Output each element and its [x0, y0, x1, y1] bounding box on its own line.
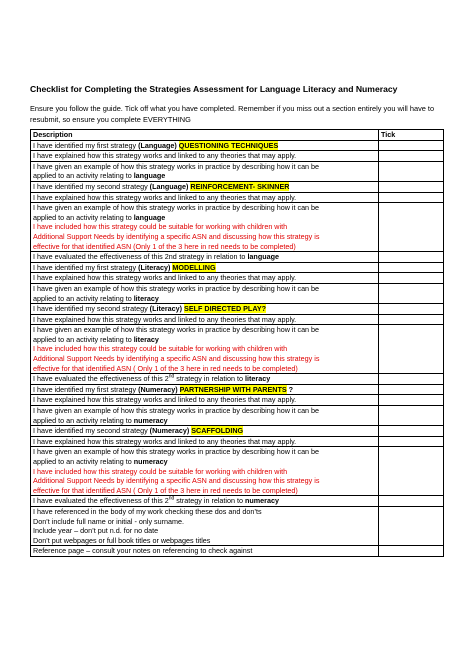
- row-text: I have identified my second strategy: [33, 181, 150, 191]
- row-text: applied to an activity relating to: [33, 334, 134, 344]
- row-text: I have given an example of how this strategy works in practice by describing how it can be: [33, 161, 320, 171]
- subject-label: literacy: [245, 374, 271, 384]
- row-description: [31, 325, 379, 374]
- row-description: I have explained how this strategy works and linked to any theories that may apply.: [31, 192, 379, 203]
- row-description: [31, 447, 379, 496]
- table-row: [31, 546, 444, 557]
- tick-cell[interactable]: [379, 426, 444, 437]
- asn-text: I have included how this strategy could be suitable for working with children with: [33, 466, 288, 476]
- row-description: [31, 426, 379, 437]
- row-text: I have given an example of how this strategy works in practice by describing how it can be: [33, 283, 320, 293]
- tick-header: Tick: [379, 130, 444, 141]
- subject-label: numeracy: [133, 457, 168, 466]
- row-text: I have identified my first strategy: [33, 384, 139, 394]
- row-text: ?: [286, 384, 294, 394]
- category-label: (Numeracy): [149, 426, 190, 436]
- subject-label: literacy: [133, 293, 159, 303]
- table-row: [31, 192, 444, 203]
- document-title: Checklist for Completing the Strategies Assessment for Language Literacy and Numeracy: [30, 84, 398, 94]
- tick-cell[interactable]: [379, 203, 444, 252]
- row-description: [31, 161, 379, 181]
- subject-label: numeracy: [245, 496, 279, 506]
- row-text: applied to an activity relating to: [33, 415, 134, 425]
- row-text: I have evaluated the effectiveness of this 2: [33, 374, 169, 384]
- row-text: Include year – don’t put n.d. for no date: [33, 526, 159, 536]
- row-description: I have explained how this strategy works and linked to any theories that may apply.: [31, 395, 379, 406]
- tick-cell[interactable]: [379, 325, 444, 374]
- category-label: (Literacy): [138, 262, 171, 272]
- table-row: [31, 406, 444, 426]
- asn-text: Additional Support Needs by identifying a specific ASN and discussing how this strategy is: [33, 231, 320, 241]
- strategy-highlight: PARTNERSHIP WITH PARENTS: [179, 384, 287, 394]
- tick-cell[interactable]: [379, 314, 444, 325]
- row-text: Don’t put webpages or full book titles or webpages titles: [33, 535, 211, 545]
- table-row: [31, 325, 444, 374]
- row-description: [31, 506, 379, 545]
- table-row: [31, 304, 444, 315]
- row-text: I have identified my second strategy: [33, 304, 150, 314]
- tick-cell[interactable]: [379, 262, 444, 273]
- row-text: I have given an example of how this strategy works in practice by describing how it can be: [33, 406, 320, 416]
- row-text: applied to an activity relating to: [33, 457, 134, 466]
- header-row: [31, 130, 444, 141]
- strategy-highlight: REINFORCEMENT- SKINNER: [190, 181, 290, 191]
- row-description: [31, 496, 379, 507]
- ordinal-suffix: nd: [168, 495, 175, 502]
- row-text: I have evaluated the effectiveness of this 2nd strategy in relation to: [33, 252, 248, 262]
- row-text: I have identified my first strategy: [33, 262, 139, 272]
- row-description: I have explained how this strategy works and linked to any theories that may apply.: [31, 151, 379, 162]
- table-row: [31, 203, 444, 252]
- table-row: [31, 161, 444, 181]
- row-text: I have given an example of how this strategy works in practice by describing how it can be: [33, 203, 320, 213]
- row-text: I have given an example of how this strategy works in practice by describing how it can be: [33, 325, 320, 335]
- row-description: [31, 262, 379, 273]
- asn-text: I have included how this strategy could be suitable for working with children with: [33, 344, 288, 354]
- table-row: [31, 283, 444, 303]
- row-text: Don’t include full name or initial - only surname.: [33, 516, 185, 526]
- strategy-highlight: QUESTIONING TECHNIQUES: [178, 140, 279, 150]
- table-row: [31, 496, 444, 507]
- tick-cell[interactable]: [379, 181, 444, 192]
- asn-text: Additional Support Needs by identifying a specific ASN and discussing how this strategy is: [33, 354, 320, 364]
- asn-text: I have included how this strategy could be suitable for working with children with: [33, 222, 288, 232]
- tick-cell[interactable]: [379, 273, 444, 284]
- category-label: (Literacy): [149, 304, 183, 314]
- intro-text: Ensure you follow the guide. Tick off what you have completed. Remember if you miss out a section entirely you will have to resubmit, so ensure you complete EVERYTHING: [30, 104, 435, 124]
- table-row: [31, 181, 444, 192]
- tick-cell[interactable]: [379, 496, 444, 507]
- strategy-highlight: MODELLING: [172, 262, 216, 272]
- row-description: [31, 384, 379, 395]
- description-header: Description: [31, 130, 379, 141]
- table-row: [31, 447, 444, 496]
- table-row: [31, 252, 444, 263]
- table-row: [31, 314, 444, 325]
- tick-cell[interactable]: [379, 395, 444, 406]
- row-text: I have evaluated the effectiveness of this 2: [33, 496, 169, 506]
- row-text: applied to an activity relating to: [33, 212, 134, 222]
- table-row: [31, 384, 444, 395]
- table-row: [31, 395, 444, 406]
- table-row: [31, 140, 444, 151]
- row-text: applied to an activity relating to: [33, 171, 134, 181]
- asn-text: effective for that identified ASN ( Only 1 of the 3 here in red needs to be completed): [33, 485, 298, 495]
- category-label: (Numeracy): [138, 384, 178, 394]
- strategy-highlight: SCAFFOLDING: [191, 426, 244, 436]
- table-row: [31, 273, 444, 284]
- table-row: [31, 506, 444, 545]
- row-text: applied to an activity relating to: [33, 293, 134, 303]
- row-description: [31, 283, 379, 303]
- category-label: (Language): [138, 140, 177, 150]
- subject-label: language: [133, 212, 166, 222]
- row-text: I have identified my second strategy: [33, 426, 150, 436]
- row-text: I have given an example of how this strategy works in practice by describing how it can be: [33, 447, 320, 457]
- subject-label: literacy: [133, 334, 159, 344]
- tick-cell[interactable]: [379, 140, 444, 151]
- table-row: [31, 436, 444, 447]
- table-row: [31, 262, 444, 273]
- tick-cell[interactable]: [379, 161, 444, 181]
- tick-cell[interactable]: [379, 304, 444, 315]
- subject-label: language: [247, 252, 279, 262]
- row-description: [31, 406, 379, 426]
- row-description: I have explained how this strategy works and linked to any theories that may apply.: [31, 436, 379, 447]
- row-description: Reference page – consult your notes on referencing to check against: [31, 546, 379, 557]
- asn-text: Additional Support Needs by identifying a specific ASN and discussing how this strategy is: [33, 476, 320, 486]
- row-description: [31, 140, 379, 151]
- row-description: [31, 304, 379, 315]
- subject-label: numeracy: [133, 415, 168, 425]
- row-description: [31, 252, 379, 263]
- tick-cell[interactable]: [379, 447, 444, 496]
- tick-cell[interactable]: [379, 151, 444, 162]
- tick-cell[interactable]: [379, 506, 444, 545]
- row-text: I have identified my first strategy: [33, 140, 139, 150]
- tick-cell[interactable]: [379, 546, 444, 557]
- tick-cell[interactable]: [379, 436, 444, 447]
- table-row: [31, 374, 444, 385]
- tick-cell[interactable]: [379, 374, 444, 385]
- row-description: [31, 374, 379, 385]
- row-description: [31, 181, 379, 192]
- checklist-table: [30, 129, 444, 557]
- row-text: strategy in relation to: [174, 374, 246, 384]
- row-description: I have explained how this strategy works and linked to any theories that may apply.: [31, 273, 379, 284]
- tick-cell[interactable]: [379, 283, 444, 303]
- asn-text: effective for that identified ASN (Only 1 of the 3 here in red needs to be completed): [33, 241, 296, 251]
- table-row: [31, 151, 444, 162]
- row-description: I have explained how this strategy works and linked to any theories that may apply.: [31, 314, 379, 325]
- row-description: [31, 203, 379, 252]
- tick-cell[interactable]: [379, 406, 444, 426]
- tick-cell[interactable]: [379, 252, 444, 263]
- category-label: (Language): [149, 181, 189, 191]
- ordinal-suffix: nd: [168, 373, 175, 380]
- subject-label: language: [133, 171, 166, 181]
- table-row: [31, 426, 444, 437]
- strategy-highlight: SELF DIRECTED PLAY?: [184, 304, 267, 314]
- row-text: strategy in relation to: [174, 496, 246, 506]
- row-text: I have referenced in the body of my work checking these dos and don’ts: [33, 506, 262, 516]
- tick-cell[interactable]: [379, 384, 444, 395]
- tick-cell[interactable]: [379, 192, 444, 203]
- asn-text: effective for that identified ASN ( Only 1 of the 3 here in red needs to be completed): [33, 363, 298, 373]
